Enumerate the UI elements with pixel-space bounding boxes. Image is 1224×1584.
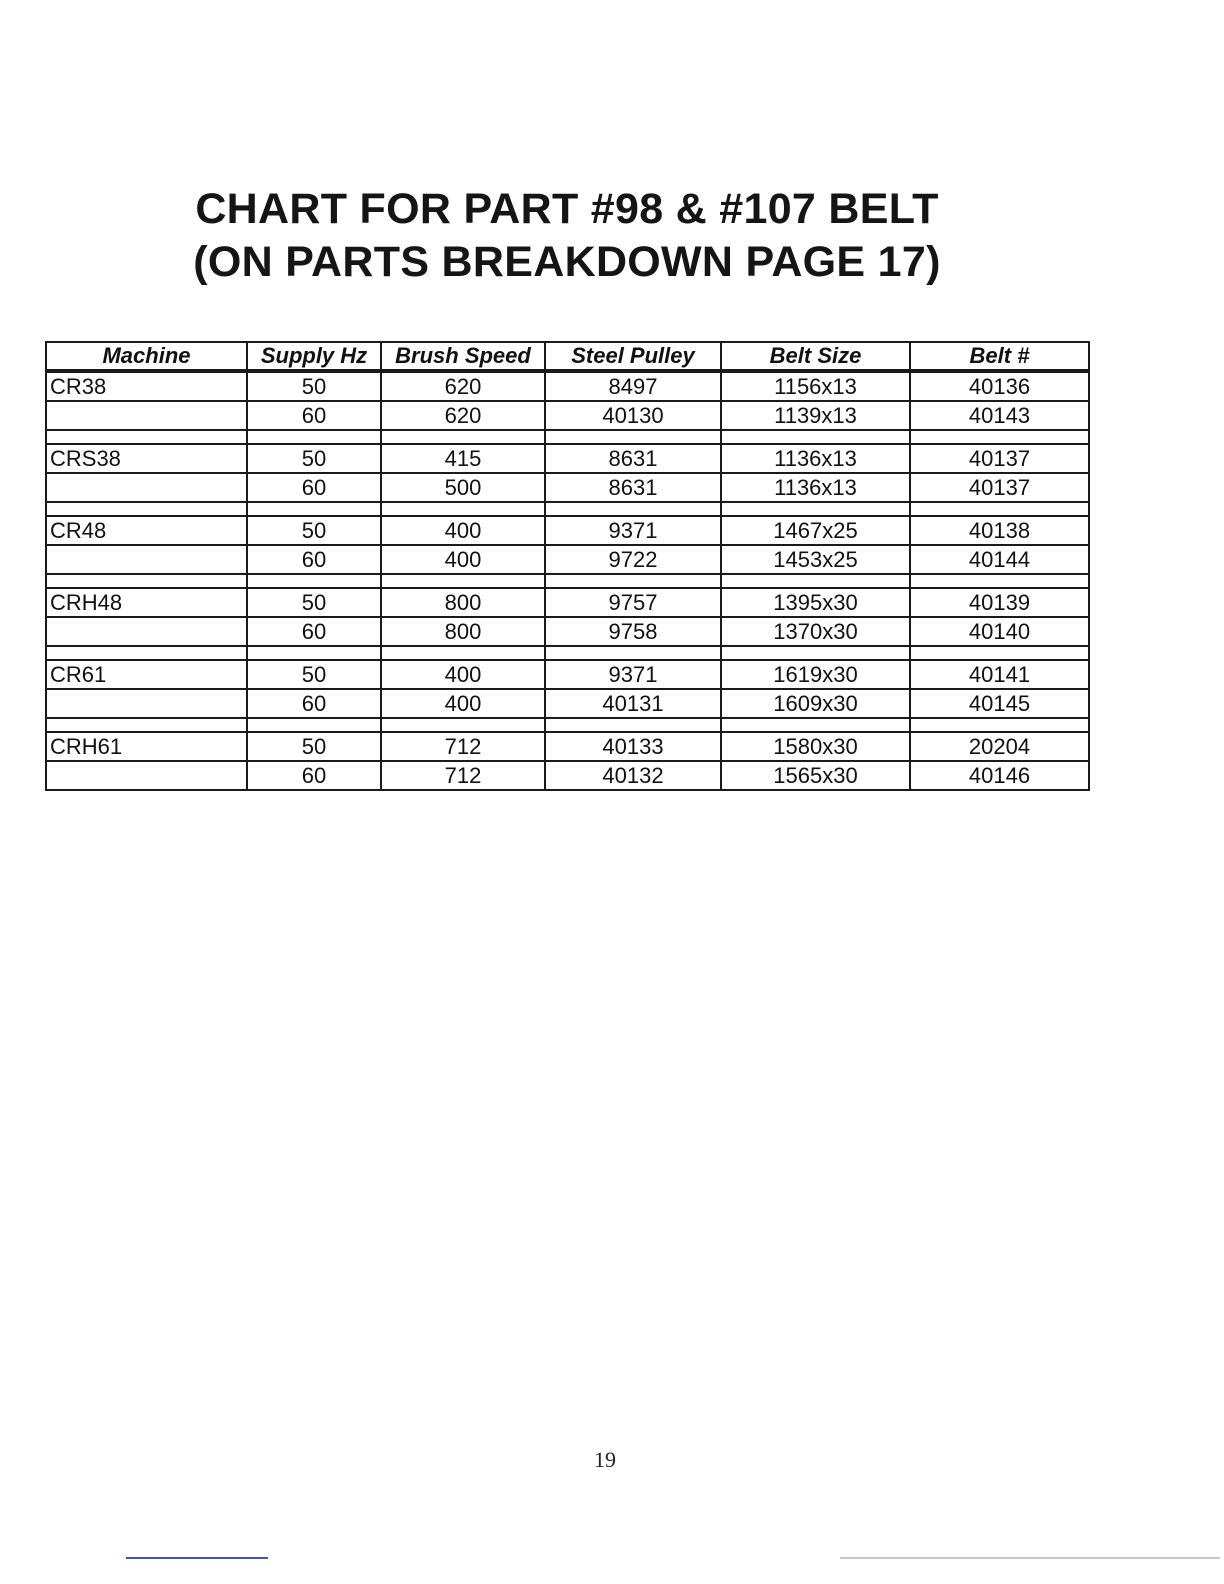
belt-number-cell: 40137 — [910, 444, 1089, 473]
header-steel-pulley: Steel Pulley — [545, 342, 721, 371]
belt-number-cell: 40140 — [910, 617, 1089, 646]
header-supply-hz: Supply Hz — [247, 342, 381, 371]
steel-pulley-cell: 40130 — [545, 401, 721, 430]
brush-speed-cell: 400 — [381, 516, 545, 545]
belt-size-cell: 1136x13 — [721, 444, 910, 473]
table-header-row — [46, 342, 1089, 371]
supply-hz-cell: 50 — [247, 444, 381, 473]
machine-cell-empty — [46, 689, 247, 718]
table-row — [46, 545, 1089, 574]
belt-size-cell: 1609x30 — [721, 689, 910, 718]
page-number: 19 — [594, 1447, 616, 1472]
supply-hz-cell: 60 — [247, 761, 381, 790]
belt-number-cell: 40146 — [910, 761, 1089, 790]
belt-size-cell: 1580x30 — [721, 732, 910, 761]
supply-hz-cell: 60 — [247, 401, 381, 430]
belt-size-cell: 1453x25 — [721, 545, 910, 574]
steel-pulley-cell: 9371 — [545, 660, 721, 689]
steel-pulley-cell: 9757 — [545, 588, 721, 617]
belt-size-cell: 1619x30 — [721, 660, 910, 689]
supply-hz-cell: 50 — [247, 371, 381, 401]
machine-cell: CRH61 — [46, 732, 247, 761]
header-belt-number: Belt # — [910, 342, 1089, 371]
supply-hz-cell: 60 — [247, 473, 381, 502]
machine-cell-empty — [46, 761, 247, 790]
table-row — [46, 444, 1089, 473]
machine-cell-empty — [46, 473, 247, 502]
steel-pulley-cell: 8631 — [545, 444, 721, 473]
belt-number-cell: 40137 — [910, 473, 1089, 502]
machine-cell-empty — [46, 617, 247, 646]
header-brush-speed: Brush Speed — [381, 342, 545, 371]
supply-hz-cell: 50 — [247, 516, 381, 545]
brush-speed-cell: 712 — [381, 732, 545, 761]
supply-hz-cell: 50 — [247, 588, 381, 617]
brush-speed-cell: 400 — [381, 689, 545, 718]
belt-size-cell: 1395x30 — [721, 588, 910, 617]
belt-size-cell: 1370x30 — [721, 617, 910, 646]
brush-speed-cell: 400 — [381, 660, 545, 689]
supply-hz-cell: 60 — [247, 545, 381, 574]
belt-size-cell: 1467x25 — [721, 516, 910, 545]
header-belt-size: Belt Size — [721, 342, 910, 371]
table-row — [46, 617, 1089, 646]
brush-speed-cell: 620 — [381, 401, 545, 430]
steel-pulley-cell: 9371 — [545, 516, 721, 545]
belt-number-cell: 40138 — [910, 516, 1089, 545]
table-row — [46, 689, 1089, 718]
belt-number-cell: 20204 — [910, 732, 1089, 761]
table-row — [46, 732, 1089, 761]
machine-cell: CR48 — [46, 516, 247, 545]
steel-pulley-cell: 40132 — [545, 761, 721, 790]
belt-size-cell: 1136x13 — [721, 473, 910, 502]
belt-number-cell: 40136 — [910, 371, 1089, 401]
machine-cell: CRS38 — [46, 444, 247, 473]
table-row — [46, 588, 1089, 617]
steel-pulley-cell: 9722 — [545, 545, 721, 574]
spacer-row — [46, 574, 1089, 588]
supply-hz-cell: 50 — [247, 732, 381, 761]
steel-pulley-cell: 8631 — [545, 473, 721, 502]
brush-speed-cell: 800 — [381, 588, 545, 617]
scan-artifact-line — [126, 1557, 268, 1559]
steel-pulley-cell: 8497 — [545, 371, 721, 401]
belt-size-cell: 1139x13 — [721, 401, 910, 430]
brush-speed-cell: 400 — [381, 545, 545, 574]
table-row — [46, 401, 1089, 430]
belt-chart-table — [45, 341, 1090, 791]
machine-cell-empty — [46, 545, 247, 574]
belt-size-cell: 1565x30 — [721, 761, 910, 790]
belt-number-cell: 40139 — [910, 588, 1089, 617]
brush-speed-cell: 415 — [381, 444, 545, 473]
table-row — [46, 516, 1089, 545]
machine-cell: CRH48 — [46, 588, 247, 617]
brush-speed-cell: 712 — [381, 761, 545, 790]
belt-number-cell: 40145 — [910, 689, 1089, 718]
belt-number-cell: 40143 — [910, 401, 1089, 430]
spacer-row — [46, 718, 1089, 732]
machine-cell: CR38 — [46, 371, 247, 401]
belt-number-cell: 40141 — [910, 660, 1089, 689]
brush-speed-cell: 620 — [381, 371, 545, 401]
scan-artifact-line — [840, 1557, 1220, 1559]
table-row — [46, 371, 1089, 401]
chart-title-line-2: (ON PARTS BREAKDOWN PAGE 17) — [193, 238, 941, 286]
supply-hz-cell: 50 — [247, 660, 381, 689]
brush-speed-cell: 500 — [381, 473, 545, 502]
spacer-row — [46, 502, 1089, 516]
brush-speed-cell: 800 — [381, 617, 545, 646]
table-row — [46, 660, 1089, 689]
supply-hz-cell: 60 — [247, 689, 381, 718]
spacer-row — [46, 430, 1089, 444]
machine-cell: CR61 — [46, 660, 247, 689]
steel-pulley-cell: 40131 — [545, 689, 721, 718]
belt-number-cell: 40144 — [910, 545, 1089, 574]
spacer-row — [46, 646, 1089, 660]
machine-cell-empty — [46, 401, 247, 430]
supply-hz-cell: 60 — [247, 617, 381, 646]
table-row — [46, 473, 1089, 502]
table-row — [46, 761, 1089, 790]
belt-size-cell: 1156x13 — [721, 371, 910, 401]
header-machine: Machine — [46, 342, 247, 371]
chart-title-line-1: CHART FOR PART #98 & #107 BELT — [195, 185, 939, 233]
steel-pulley-cell: 9758 — [545, 617, 721, 646]
steel-pulley-cell: 40133 — [545, 732, 721, 761]
